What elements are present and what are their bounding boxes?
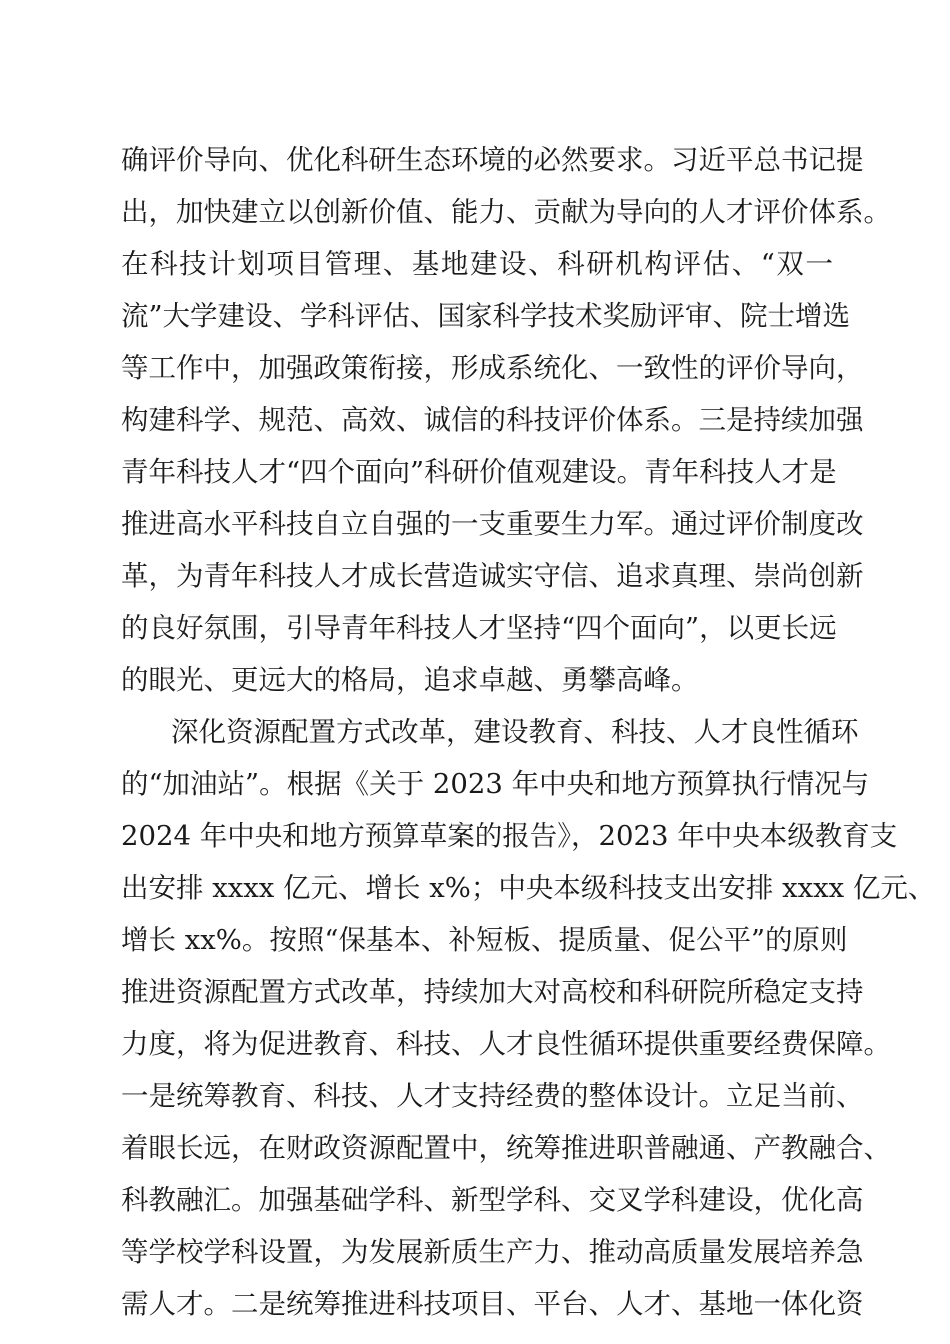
text-line: 等工作中，加强政策衔接，形成系统化、一致性的评价导向， <box>121 352 864 384</box>
text-line: 推进资源配置方式改革，持续加大对高校和科研院所稳定支持 <box>121 976 864 1008</box>
text-line: 流”大学建设、学科评估、国家科学技术奖励评审、院士增选 <box>121 300 851 332</box>
text-line: 等学校学科设置，为发展新质生产力、推动高质量发展培养急 <box>121 1236 864 1268</box>
text-line: 需人才。二是统筹推进科技项目、平台、人才、基地一体化资 <box>121 1288 864 1320</box>
text-line: 的良好氛围，引导青年科技人才坚持“四个面向”，以更长远 <box>121 612 837 644</box>
text-line: 构建科学、规范、高效、诚信的科技评价体系。三是持续加强 <box>121 404 864 436</box>
text-line: 着眼长远，在财政资源配置中，统筹推进职普融通、产教融合、 <box>121 1132 891 1164</box>
text-line: 的眼光、更远大的格局，追求卓越、勇攀高峰。 <box>121 664 699 696</box>
text-line: 出，加快建立以创新价值、能力、贡献为导向的人才评价体系。 <box>121 196 891 228</box>
text-line: 在科技计划项目管理、基地建设、科研机构评估、“双一 <box>121 248 833 280</box>
text-line: 科教融汇。加强基础学科、新型学科、交叉学科建设，优化高 <box>121 1184 864 1216</box>
text-line: 的“加油站”。根据《关于 2023 年中央和地方预算执行情况与 <box>121 768 870 800</box>
text-line: 增长 xx%。按照“保基本、补短板、提质量、促公平”的原则 <box>121 924 848 956</box>
text-line: 一是统筹教育、科技、人才支持经费的整体设计。立足当前、 <box>121 1080 864 1112</box>
paragraph-first-line: 深化资源配置方式改革，建设教育、科技、人才良性循环 <box>171 716 859 748</box>
text-line: 革，为青年科技人才成长营造诚实守信、追求真理、崇尚创新 <box>121 560 864 592</box>
text-line: 确评价导向、优化科研生态环境的必然要求。习近平总书记提 <box>121 144 864 176</box>
text-line: 2024 年中央和地方预算草案的报告》，2023 年中央本级教育支 <box>121 820 898 852</box>
text-line: 青年科技人才“四个面向”科研价值观建设。青年科技人才是 <box>121 456 837 488</box>
text-line: 力度，将为促进教育、科技、人才良性循环提供重要经费保障。 <box>121 1028 891 1060</box>
text-line: 出安排 xxxx 亿元、增长 x%；中央本级科技支出安排 xxxx 亿元、 <box>121 872 936 904</box>
text-line: 推进高水平科技自立自强的一支重要生力军。通过评价制度改 <box>121 508 864 540</box>
